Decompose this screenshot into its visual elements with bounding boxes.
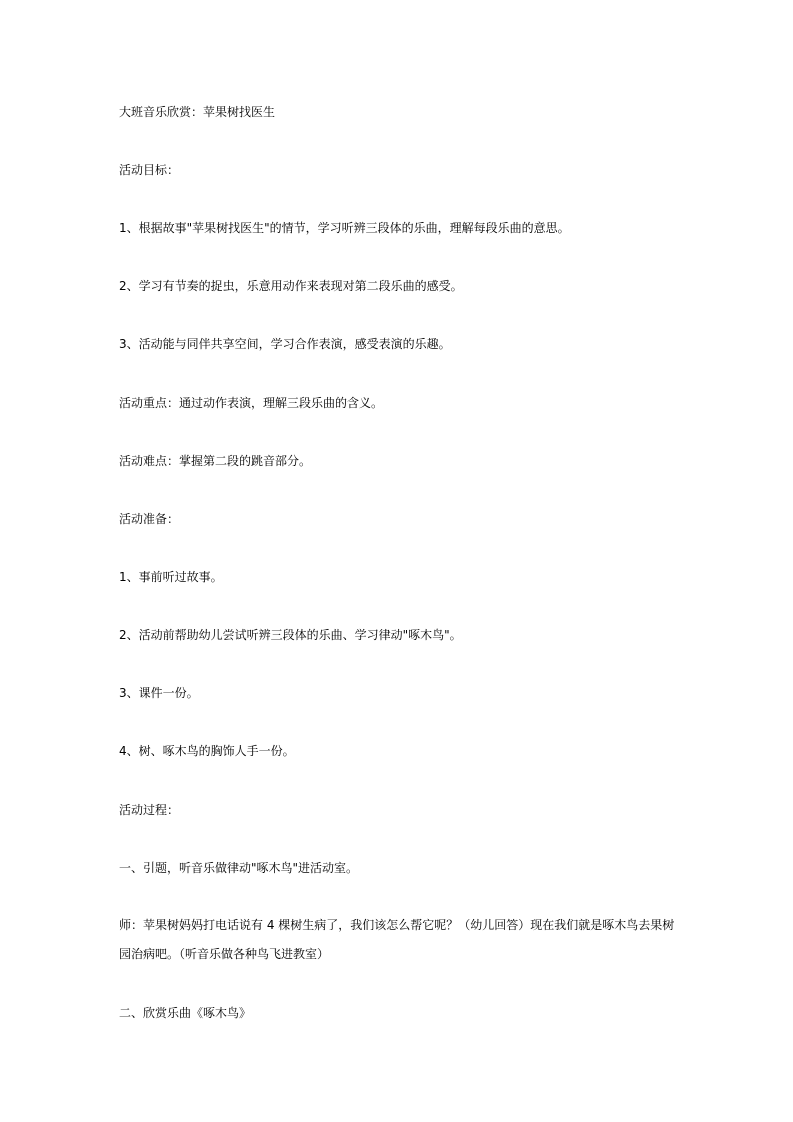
- key-point: 活动重点：通过动作表演，理解三段乐曲的含义。: [119, 396, 384, 410]
- difficulty: 活动难点：掌握第二段的跳音部分。: [119, 454, 312, 468]
- goals-heading: 活动目标：: [119, 163, 180, 177]
- prep-item-1: 1、事前听过故事。: [119, 570, 223, 584]
- goal-item-3: 3、活动能与同伴共享空间，学习合作表演，感受表演的乐趣。: [119, 337, 451, 351]
- process-heading: 活动过程：: [119, 803, 180, 817]
- goal-item-1: 1、根据故事"苹果树找医生"的情节，学习听辨三段体的乐曲，理解每段乐曲的意思。: [119, 221, 570, 235]
- process-step-2: 二、欣赏乐曲《啄木鸟》: [119, 1006, 252, 1020]
- document-title: 大班音乐欣赏：苹果树找医生: [119, 105, 276, 119]
- prep-item-3: 3、课件一份。: [119, 686, 199, 700]
- prep-item-2: 2、活动前帮助幼儿尝试听辨三段体的乐曲、学习律动"啄木鸟"。: [119, 628, 462, 642]
- goal-item-2: 2、学习有节奏的捉虫，乐意用动作来表现对第二段乐曲的感受。: [119, 279, 463, 293]
- teacher-dialogue: 师：苹果树妈妈打电话说有 4 棵树生病了，我们该怎么帮它呢？（幼儿回答）现在我们就是啄木鸟去果树园治病吧。（听音乐做各种鸟飞进教室）: [119, 918, 675, 961]
- process-step-1: 一、引题，听音乐做律动"啄木鸟"进活动室。: [119, 861, 359, 875]
- prep-heading: 活动准备：: [119, 512, 180, 526]
- prep-item-4: 4、树、啄木鸟的胸饰人手一份。: [119, 744, 295, 758]
